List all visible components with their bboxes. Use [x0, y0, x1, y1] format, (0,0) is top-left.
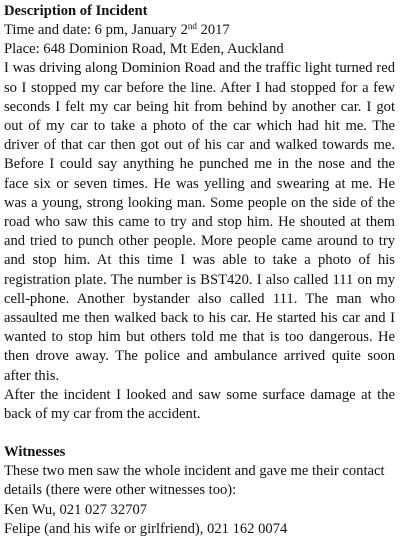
incident-statement-document: [4, 2, 396, 539]
witness-entry: Felipe (and his wife or girlfriend), 021 162 0074: [4, 520, 288, 537]
witnesses-heading: Witnesses: [4, 444, 66, 461]
time-date-year: 2017: [196, 22, 230, 38]
incident-place: Place: 648 Dominion Road, Mt Eden, Auckland: [4, 41, 284, 58]
incident-description-paragraph: I was driving along Dominion Road and the traffic light turned red so I stopped my car before the line. After I had stopped for a few seconds I felt my car being hit from behind by another car. I got out of my car to take a photo of the car which had hit me. The driver of that car then got out of his car and walked towards me. Before I could say anything he punched me in the nose and the face six or seven times. He was yelling and swearing at me. He was a young, strong looking man. Some people on the side of the road who saw this came to try and stop him. He shouted at them and tried to punch other people. More people came around to try and stop him. At this time I was able to take a photo of his registration plate. The number is BST420. I also called 111 on my cell-phone. Another bystander also called 111. The man who assaulted me then walked back to his car. He started his car and I wanted to stop him but others told me that is too dangerous. He then drove away. The police and ambulance arrived quite soon after this.: [4, 60, 395, 384]
time-date-text: Time and date: 6 pm, January 2: [4, 22, 188, 38]
date-ordinal-suffix: nd: [187, 21, 197, 31]
incident-heading: Description of Incident: [4, 3, 148, 19]
section-spacer: [4, 424, 396, 443]
witness-entry: Ken Wu, 021 027 32707: [4, 501, 148, 518]
damage-description-paragraph: After the incident I looked and saw some surface damage at the back of my car from the accident.: [4, 386, 395, 423]
time-and-date: [4, 21, 396, 40]
witnesses-intro: These two men saw the whole incident and gave me their contact details (there were other witnesses too):: [4, 463, 385, 499]
